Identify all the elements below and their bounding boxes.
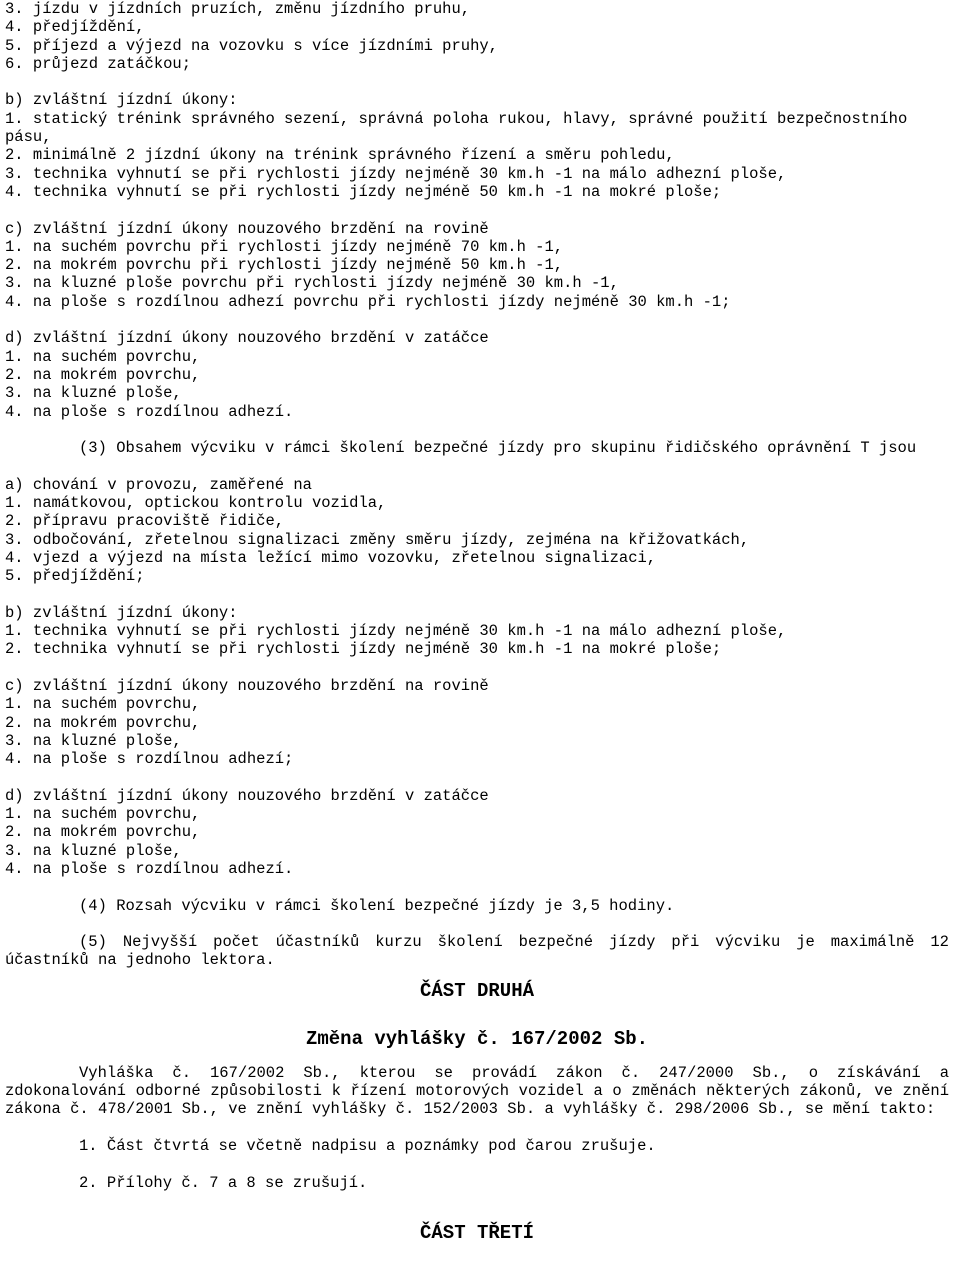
list-item: 4. na ploše s rozdílnou adhezí. bbox=[5, 859, 294, 878]
list-item: 2. na mokrém povrchu, bbox=[5, 713, 201, 732]
section-heading: c) zvláštní jízdní úkony nouzového brzdění na rovině bbox=[5, 676, 489, 695]
part-three-title: ČÁST TŘETÍ bbox=[419, 1221, 535, 1244]
list-item: 3. na kluzné ploše, bbox=[5, 384, 182, 403]
part-two-title: ČÁST DRUHÁ bbox=[419, 979, 535, 1002]
section-heading: b) zvláštní jízdní úkony: bbox=[5, 91, 238, 110]
list-item: 2. na mokrém povrchu, bbox=[5, 823, 201, 842]
list-item: 2. technika vyhnutí se při rychlosti jízdy nejméně 30 km.h -1 na mokré ploše; bbox=[5, 640, 722, 659]
list-item: 4. na ploše s rozdílnou adhezí. bbox=[5, 402, 294, 421]
list-item: 3. jízdu v jízdních pruzích, změnu jízdního pruhu, bbox=[5, 0, 471, 18]
spacer bbox=[5, 878, 949, 896]
list-item: 3. na kluzné ploše povrchu při rychlosti jízdy nejméně 30 km.h -1, bbox=[5, 274, 619, 293]
spacer bbox=[5, 915, 949, 933]
list-item: 4. na ploše s rozdílnou adhezí povrchu při rychlosti jízdy nejméně 30 km.h -1; bbox=[5, 292, 731, 311]
section-c-emergency-braking-flat bbox=[5, 220, 949, 311]
section-heading: a) chování v provozu, zaměřené na bbox=[5, 475, 312, 494]
section-c-emergency-braking-flat-t bbox=[5, 677, 949, 768]
list-item: 4. vjezd a výjezd na místa ležící mimo vozovku, zřetelnou signalizaci, bbox=[5, 548, 657, 567]
spacer bbox=[5, 311, 949, 329]
list-item: 3. odbočování, zřetelnou signalizaci změny směru jízdy, zejména na křižovatkách, bbox=[5, 530, 750, 549]
list-item: 6. průjezd zatáčkou; bbox=[5, 54, 192, 73]
list-item: 3. na kluzné ploše, bbox=[5, 841, 182, 860]
list-item: 1. namátkovou, optickou kontrolu vozidla, bbox=[5, 494, 387, 513]
list-item: 3. na kluzné ploše, bbox=[5, 731, 182, 750]
list-item: 1. na suchém povrchu při rychlosti jízdy nejméně 70 km.h -1, bbox=[5, 237, 564, 256]
section-heading: b) zvláštní jízdní úkony: bbox=[5, 603, 238, 622]
section-d-emergency-braking-curve-t bbox=[5, 787, 949, 878]
section-heading: d) zvláštní jízdní úkony nouzového brzdění v zatáčce bbox=[5, 329, 489, 348]
paragraph-5: (5) Nejvyšší počet účastníků kurzu školení bezpečné jízdy při výcviku je maximálně 12 účastníků na jednoho lektora. bbox=[5, 933, 959, 970]
section-b-special-maneuvers-t bbox=[5, 604, 949, 659]
list-item: 1. na suchém povrchu, bbox=[5, 695, 201, 714]
list-item: 1. na suchém povrchu, bbox=[5, 805, 201, 824]
list-item: 4. technika vyhnutí se při rychlosti jízdy nejméně 50 km.h -1 na mokré ploše; bbox=[5, 182, 722, 201]
section-a-traffic-behavior bbox=[5, 476, 949, 586]
list-item: 5. příjezd a výjezd na vozovku s více jízdními pruhy, bbox=[5, 36, 498, 55]
spacer bbox=[5, 421, 949, 439]
list-item: 2. na mokrém povrchu, bbox=[5, 365, 201, 384]
list-top bbox=[5, 0, 949, 73]
paragraph-4: (4) Rozsah výcviku v rámci školení bezpečné jízdy je 3,5 hodiny. bbox=[79, 896, 675, 915]
part-two-intro: Vyhláška č. 167/2002 Sb., kterou se provádí zákon č. 247/2000 Sb., o získávání a zdokonalování odborné způsobilosti k řízení motorových vozidel a o změnách některých zákonů, ve znění zákona č. 478/2001 Sb., ve znění vyhlášky č. 152/2003 Sb. a vyhlášky č. 298/2006 Sb., se mění takto: bbox=[5, 1063, 959, 1119]
amendment-item-2: 2. Přílohy č. 7 a 8 se zrušují. bbox=[79, 1173, 368, 1192]
paragraph-3: (3) Obsahem výcviku v rámci školení bezpečné jízdy pro skupinu řidičského oprávnění T jsou bbox=[79, 439, 917, 458]
amendment-item-1: 1. Část čtvrtá se včetně nadpisu a poznámky pod čarou zrušuje. bbox=[79, 1136, 656, 1155]
list-item: 2. minimálně 2 jízdní úkony na trénink správného řízení a směru pohledu, bbox=[5, 146, 675, 165]
list-item: 2. na mokrém povrchu při rychlosti jízdy nejméně 50 km.h -1, bbox=[5, 256, 564, 275]
spacer bbox=[5, 73, 949, 91]
list-item: 1. na suchém povrchu, bbox=[5, 347, 201, 366]
list-item: 2. přípravu pracoviště řidiče, bbox=[5, 512, 285, 531]
list-item: 1. statický trénink správného sezení, správná poloha rukou, hlavy, správné použití bezpečnostního pásu, bbox=[5, 109, 917, 147]
section-b-special-maneuvers bbox=[5, 91, 949, 201]
spacer bbox=[5, 768, 949, 786]
section-d-emergency-braking-curve bbox=[5, 329, 949, 420]
spacer bbox=[5, 201, 949, 219]
list-item: 4. na ploše s rozdílnou adhezí; bbox=[5, 750, 294, 769]
section-heading: d) zvláštní jízdní úkony nouzového brzdění v zatáčce bbox=[5, 786, 489, 805]
list-item: 3. technika vyhnutí se při rychlosti jízdy nejméně 30 km.h -1 na málo adhezní ploše, bbox=[5, 164, 787, 183]
spacer bbox=[5, 659, 949, 677]
part-two-subtitle: Změna vyhlášky č. 167/2002 Sb. bbox=[305, 1027, 649, 1050]
spacer bbox=[5, 1119, 949, 1137]
spacer bbox=[5, 1155, 949, 1173]
list-item: 4. předjíždění, bbox=[5, 18, 145, 37]
spacer bbox=[5, 586, 949, 604]
list-item: 1. technika vyhnutí se při rychlosti jízdy nejméně 30 km.h -1 na málo adhezní ploše, bbox=[5, 622, 787, 641]
spacer bbox=[5, 457, 949, 475]
list-item: 5. předjíždění; bbox=[5, 567, 145, 586]
section-heading: c) zvláštní jízdní úkony nouzového brzdění na rovině bbox=[5, 219, 489, 238]
